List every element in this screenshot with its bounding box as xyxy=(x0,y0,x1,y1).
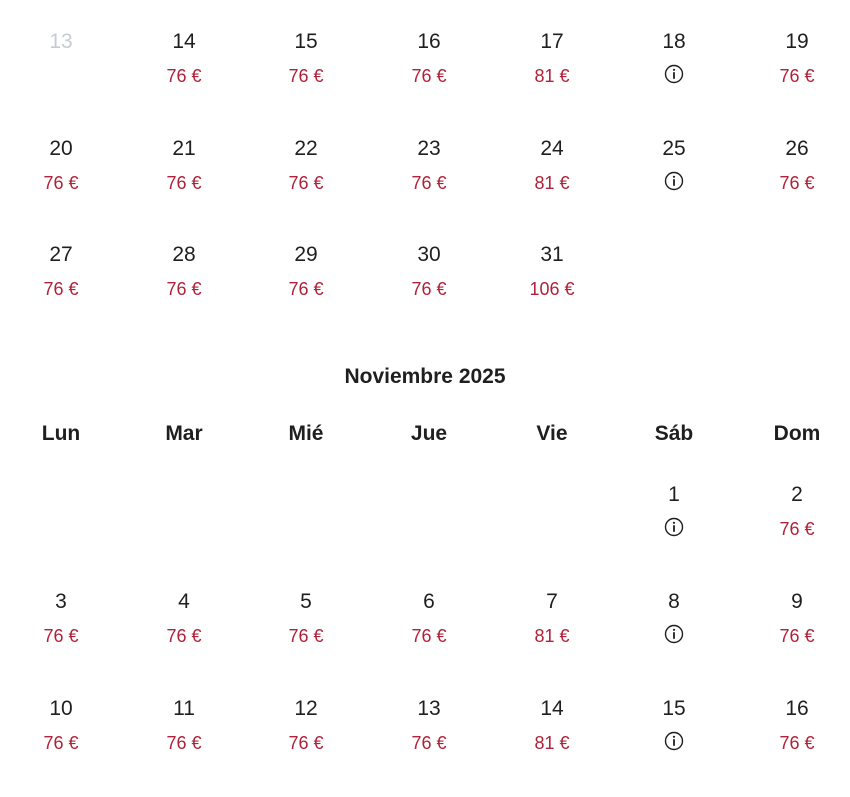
calendar-day-cell[interactable] xyxy=(123,697,245,797)
calendar-day-cell[interactable] xyxy=(736,697,850,797)
day-number: 29 xyxy=(294,243,318,266)
day-price: 76 € xyxy=(779,626,815,646)
info-icon[interactable] xyxy=(664,171,684,191)
day-number: 17 xyxy=(540,30,564,53)
day-number: 14 xyxy=(540,697,564,720)
day-price: 76 € xyxy=(411,173,447,193)
calendar-day-cell[interactable] xyxy=(368,243,490,343)
day-price: 76 € xyxy=(411,626,447,646)
day-price: 76 € xyxy=(166,733,202,753)
day-price: 76 € xyxy=(166,626,202,646)
calendar-week-row xyxy=(0,590,850,690)
day-price: 76 € xyxy=(411,66,447,86)
day-price: 76 € xyxy=(779,519,815,539)
day-number: 3 xyxy=(55,590,67,613)
day-number: 19 xyxy=(785,30,809,53)
day-number: 20 xyxy=(49,137,73,160)
day-number: 2 xyxy=(791,483,803,506)
calendar-day-cell[interactable] xyxy=(0,243,122,343)
day-number: 5 xyxy=(300,590,312,613)
calendar-week-row xyxy=(0,697,850,797)
weekday-label: Dom xyxy=(773,422,821,445)
day-price: 81 € xyxy=(534,173,570,193)
day-price: 106 € xyxy=(529,279,575,299)
day-number: 4 xyxy=(178,590,190,613)
calendar-day-cell[interactable] xyxy=(491,243,613,343)
day-number: 8 xyxy=(668,590,680,613)
day-number: 25 xyxy=(662,137,686,160)
calendar-day-cell[interactable] xyxy=(123,243,245,343)
info-icon[interactable] xyxy=(664,731,684,751)
day-number: 30 xyxy=(417,243,441,266)
day-number: 18 xyxy=(662,30,686,53)
day-number: 22 xyxy=(294,137,318,160)
day-price: 81 € xyxy=(534,66,570,86)
weekday-label: Sáb xyxy=(654,422,694,445)
weekday-label: Jue xyxy=(410,422,448,445)
day-price: 76 € xyxy=(779,66,815,86)
calendar-week-row xyxy=(0,137,850,237)
calendar-day-cell[interactable] xyxy=(368,697,490,797)
day-number: 6 xyxy=(423,590,435,613)
day-number: 16 xyxy=(785,697,809,720)
calendar-day-cell[interactable] xyxy=(245,243,367,343)
calendar-day-cell[interactable] xyxy=(123,30,245,130)
day-price: 76 € xyxy=(43,173,79,193)
calendar-day-cell[interactable] xyxy=(245,137,367,237)
calendar-day-cell[interactable] xyxy=(613,483,735,583)
info-icon[interactable] xyxy=(664,517,684,537)
day-number: 14 xyxy=(172,30,196,53)
calendar-day-cell[interactable] xyxy=(491,30,613,130)
calendar-day-cell[interactable] xyxy=(736,137,850,237)
calendar-day-cell[interactable] xyxy=(368,137,490,237)
day-number: 21 xyxy=(172,137,196,160)
day-number: 10 xyxy=(49,697,73,720)
month-title: Noviembre 2025 xyxy=(344,365,506,388)
calendar-day-cell[interactable] xyxy=(613,590,735,690)
calendar-day-cell[interactable] xyxy=(613,137,735,237)
info-icon[interactable] xyxy=(664,64,684,84)
day-number: 28 xyxy=(172,243,196,266)
day-price: 76 € xyxy=(288,626,324,646)
calendar-day-cell[interactable] xyxy=(491,590,613,690)
day-number: 24 xyxy=(540,137,564,160)
day-number: 26 xyxy=(785,137,809,160)
day-price: 76 € xyxy=(411,279,447,299)
day-number: 23 xyxy=(417,137,441,160)
day-price: 76 € xyxy=(43,733,79,753)
weekday-label: Mié xyxy=(288,422,324,445)
calendar-day-cell[interactable] xyxy=(0,697,122,797)
day-price: 81 € xyxy=(534,626,570,646)
calendar-week-row xyxy=(0,243,850,343)
day-number: 9 xyxy=(791,590,803,613)
calendar-day-cell xyxy=(0,30,122,130)
day-number: 27 xyxy=(49,243,73,266)
calendar-day-cell[interactable] xyxy=(736,590,850,690)
calendar-day-cell[interactable] xyxy=(245,590,367,690)
calendar-day-cell[interactable] xyxy=(368,30,490,130)
weekday-label: Lun xyxy=(41,422,81,445)
day-number: 15 xyxy=(662,697,686,720)
weekday-label: Vie xyxy=(536,422,568,445)
day-number: 12 xyxy=(294,697,318,720)
day-price: 81 € xyxy=(534,733,570,753)
calendar-day-cell[interactable] xyxy=(245,30,367,130)
day-price: 76 € xyxy=(43,279,79,299)
weekday-label: Mar xyxy=(165,422,203,445)
day-number: 16 xyxy=(417,30,441,53)
info-icon[interactable] xyxy=(664,624,684,644)
day-number: 11 xyxy=(173,697,195,720)
day-number: 15 xyxy=(294,30,318,53)
calendar-day-cell[interactable] xyxy=(123,137,245,237)
calendar-day-cell[interactable] xyxy=(736,483,850,583)
day-number: 1 xyxy=(668,483,680,506)
day-price: 76 € xyxy=(166,279,202,299)
calendar-day-cell[interactable] xyxy=(123,590,245,690)
calendar-day-cell[interactable] xyxy=(491,137,613,237)
day-price: 76 € xyxy=(288,279,324,299)
day-number: 13 xyxy=(417,697,441,720)
calendar-day-cell[interactable] xyxy=(613,697,735,797)
day-price: 76 € xyxy=(779,733,815,753)
day-price: 76 € xyxy=(288,173,324,193)
day-price: 76 € xyxy=(166,173,202,193)
day-price: 76 € xyxy=(288,66,324,86)
day-number: 7 xyxy=(546,590,558,613)
calendar-day-cell[interactable] xyxy=(613,30,735,130)
calendar-day-cell[interactable] xyxy=(368,590,490,690)
day-price: 76 € xyxy=(411,733,447,753)
calendar-day-cell[interactable] xyxy=(245,697,367,797)
day-number: 13 xyxy=(49,30,73,53)
calendar-day-cell[interactable] xyxy=(0,590,122,690)
day-price: 76 € xyxy=(779,173,815,193)
day-number: 31 xyxy=(540,243,564,266)
calendar-day-cell[interactable] xyxy=(0,137,122,237)
calendar-day-cell[interactable] xyxy=(491,697,613,797)
day-price: 76 € xyxy=(43,626,79,646)
day-price: 76 € xyxy=(288,733,324,753)
day-price: 76 € xyxy=(166,66,202,86)
calendar-week-row xyxy=(0,30,850,130)
calendar-week-row xyxy=(0,483,850,583)
calendar-day-cell[interactable] xyxy=(736,30,850,130)
